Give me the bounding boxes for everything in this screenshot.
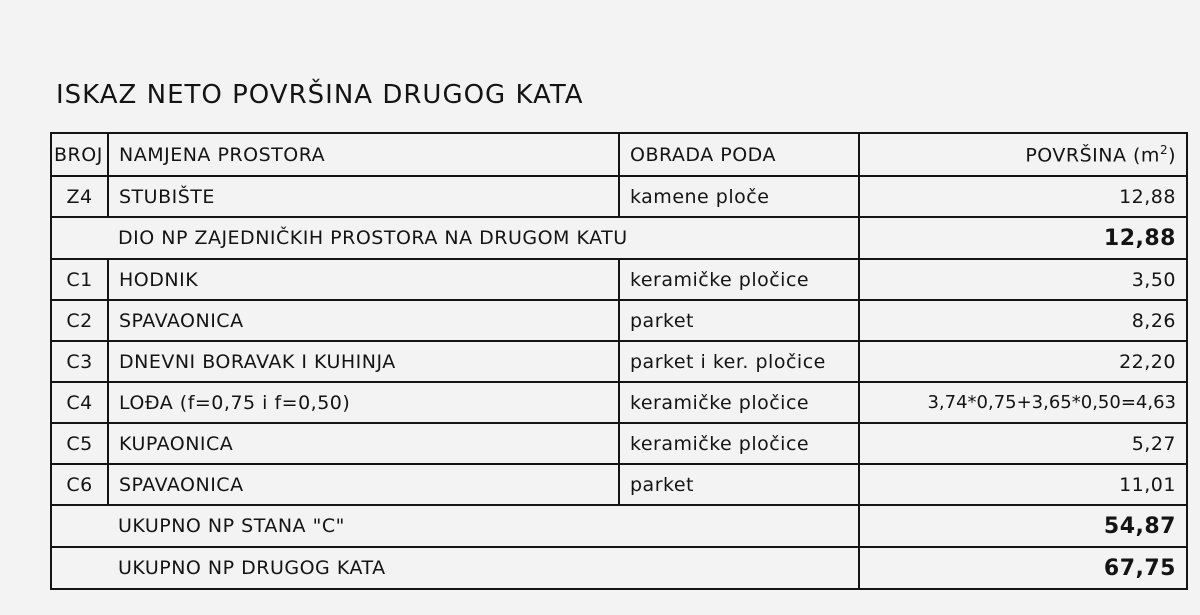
header-obrada: OBRADA PODA xyxy=(619,133,859,176)
cell-broj: C3 xyxy=(51,341,108,382)
subtotal-label: DIO NP ZAJEDNIČKIH PROSTORA NA DRUGOM KATU xyxy=(108,217,859,259)
subtotal-row-common xyxy=(51,217,1187,259)
cell-povrsina: 22,20 xyxy=(859,341,1187,382)
cell-obrada: parket i ker. pločice xyxy=(619,341,859,382)
cell-empty xyxy=(51,505,108,547)
total-row-apartment-c xyxy=(51,505,1187,547)
cell-obrada: parket xyxy=(619,300,859,341)
cell-broj: C1 xyxy=(51,259,108,300)
cell-broj: C6 xyxy=(51,464,108,505)
cell-namjena: KUPAONICA xyxy=(108,423,619,464)
table-row-c4 xyxy=(51,382,1187,423)
cell-namjena: DNEVNI BORAVAK I KUHINJA xyxy=(108,341,619,382)
cell-namjena: SPAVAONICA xyxy=(108,464,619,505)
table-row-c1 xyxy=(51,259,1187,300)
header-row xyxy=(51,133,1187,176)
total-value: 67,75 xyxy=(859,547,1187,589)
cell-empty xyxy=(51,217,108,259)
cell-obrada: kamene ploče xyxy=(619,176,859,217)
cell-povrsina: 8,26 xyxy=(859,300,1187,341)
cell-empty xyxy=(51,547,108,589)
cell-povrsina: 11,01 xyxy=(859,464,1187,505)
document-title: ISKAZ NETO POVRŠINA DRUGOG KATA xyxy=(56,80,584,110)
cell-broj: C2 xyxy=(51,300,108,341)
header-broj: BROJ xyxy=(51,133,108,176)
cell-namjena: SPAVAONICA xyxy=(108,300,619,341)
cell-obrada: keramičke pločice xyxy=(619,423,859,464)
area-table xyxy=(50,132,1188,590)
cell-obrada: keramičke pločice xyxy=(619,259,859,300)
cell-namjena: STUBIŠTE xyxy=(108,176,619,217)
total-row-floor xyxy=(51,547,1187,589)
total-label: UKUPNO NP DRUGOG KATA xyxy=(108,547,859,589)
cell-broj: C5 xyxy=(51,423,108,464)
total-label: UKUPNO NP STANA "C" xyxy=(108,505,859,547)
cell-broj: Z4 xyxy=(51,176,108,217)
cell-povrsina: 3,74*0,75+3,65*0,50=4,63 xyxy=(859,382,1187,423)
cell-povrsina: 5,27 xyxy=(859,423,1187,464)
cell-povrsina: 12,88 xyxy=(859,176,1187,217)
cell-broj: C4 xyxy=(51,382,108,423)
cell-namjena: LOĐA (f=0,75 i f=0,50) xyxy=(108,382,619,423)
cell-povrsina: 3,50 xyxy=(859,259,1187,300)
table-row-c2 xyxy=(51,300,1187,341)
cell-obrada: keramičke pločice xyxy=(619,382,859,423)
table-row-c6 xyxy=(51,464,1187,505)
table-row-z4 xyxy=(51,176,1187,217)
cell-namjena: HODNIK xyxy=(108,259,619,300)
subtotal-value: 12,88 xyxy=(859,217,1187,259)
cell-obrada: parket xyxy=(619,464,859,505)
table-row-c5 xyxy=(51,423,1187,464)
total-value: 54,87 xyxy=(859,505,1187,547)
table-row-c3 xyxy=(51,341,1187,382)
header-povrsina: POVRŠINA $(m^2)$ xyxy=(859,133,1187,176)
header-namjena: NAMJENA PROSTORA xyxy=(108,133,619,176)
